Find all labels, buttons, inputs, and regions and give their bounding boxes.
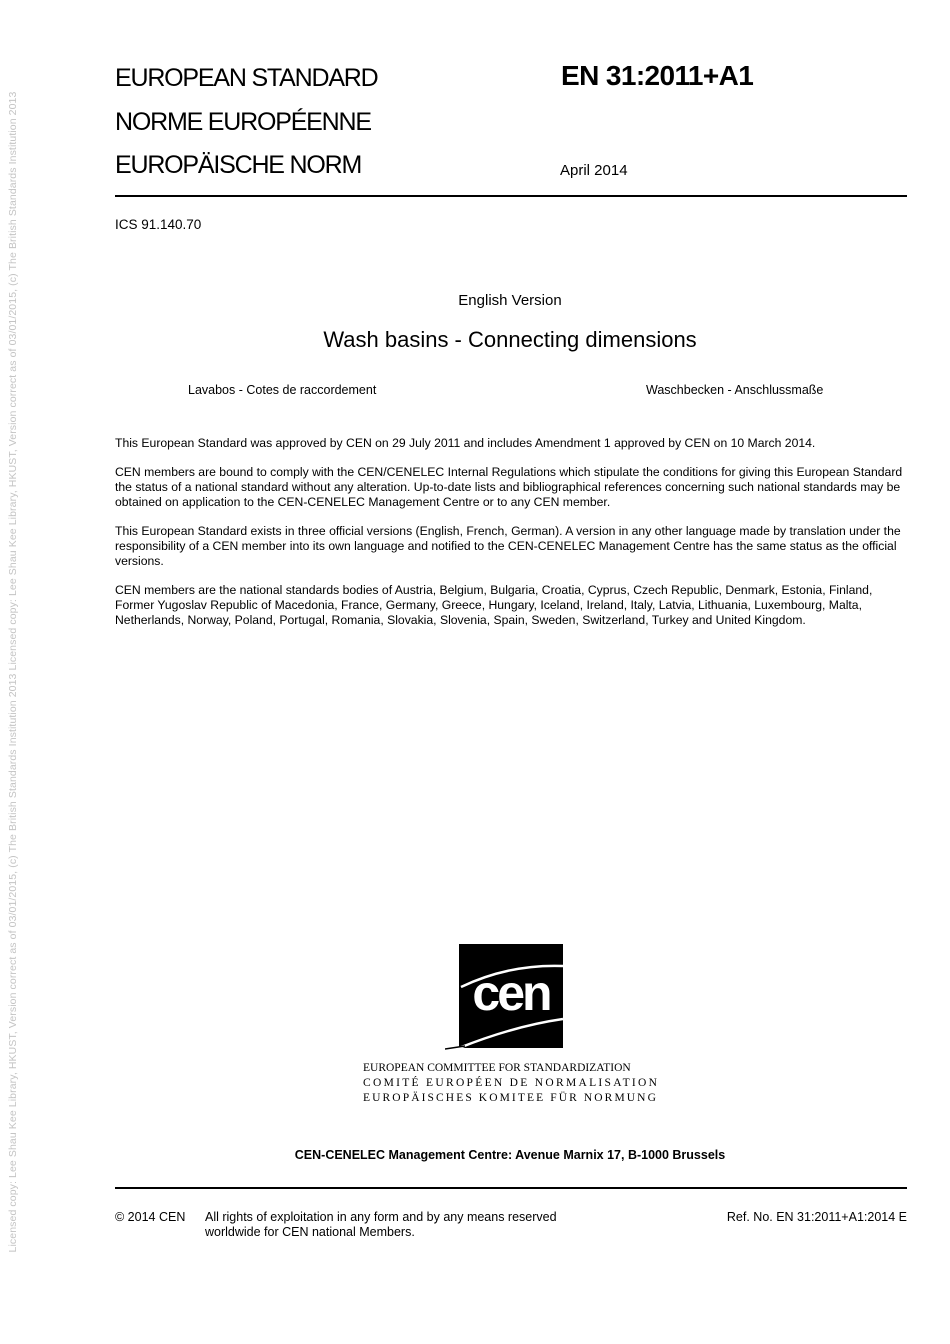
license-watermark: Licensed copy: Lee Shau Kee Library, HKUST, Version correct as of 03/01/2015, (c) The British Standards Institution 2013 Licensed copy: Lee Shau Kee Library, HKUST, Version correct as of 03/01/2015, (c) The British Standards Institution 2013: [7, 91, 19, 1253]
language-version: English Version: [458, 292, 562, 309]
versions-paragraph: This European Standard exists in three official versions (English, French, German). A version in any other language made by translation under the responsibility of a CEN member into its own language and notified to the CEN-CENELEC Management Centre has the same status as the official versions.: [115, 524, 901, 568]
committee-name-de: EUROPÄISCHES KOMITEE FÜR NORMUNG: [363, 1092, 658, 1104]
cen-logo-graphic: [459, 944, 563, 1048]
cen-logo-text: cen: [472, 965, 550, 1021]
title-french: NORME EUROPÉENNE: [115, 108, 371, 136]
title-english: EUROPEAN STANDARD: [115, 64, 378, 92]
approval-paragraph: This European Standard was approved by CEN on 29 July 2011 and includes Amendment 1 approved by CEN on 10 March 2014.: [115, 436, 816, 450]
rights-statement: [205, 1210, 557, 1240]
regulations-paragraph: CEN members are bound to comply with the CEN/CENELEC Internal Regulations which stipulate the conditions for giving this European Standard the status of a national standard without any alteration. Up-to-date lists and bibliographical references concerning such national standards may be obtained on application to the CEN-CENELEC Management Centre or to any CEN member.: [115, 465, 903, 509]
reference-number: Ref. No. EN 31:2011+A1:2014 E: [726, 1210, 907, 1224]
members-paragraph: CEN members are the national standards bodies of Austria, Belgium, Bulgaria, Croatia, Cyprus, Czech Republic, Denmark, Estonia, Finland, Former Yugoslav Republic of Macedonia, France, Germany, Greece, Hungary, Iceland, Ireland, Italy, Latvia, Lithuania, Luxembourg, Malta, Netherlands, Norway, Poland, Portugal, Romania, Slovakia, Slovenia, Spain, Sweden, Switzerland, Turkey and United Kingdom.: [115, 583, 873, 627]
committee-name-en: EUROPEAN COMMITTEE FOR STANDARDIZATION: [363, 1062, 631, 1074]
header-divider: [115, 195, 907, 197]
management-centre-address: CEN-CENELEC Management Centre: Avenue Marnix 17, B-1000 Brussels: [294, 1148, 726, 1162]
ics-code: ICS 91.140.70: [115, 217, 202, 232]
cen-logo: [459, 944, 563, 1048]
committee-name-fr: COMITÉ EUROPÉEN DE NORMALISATION: [363, 1077, 660, 1089]
footer-divider: [115, 1187, 907, 1189]
rights-line-1: All rights of exploitation in any form and by any means reserved: [205, 1210, 557, 1224]
document-title: Wash basins - Connecting dimensions: [323, 327, 697, 352]
copyright-notice: © 2014 CEN: [115, 1210, 186, 1224]
publication-date: April 2014: [560, 162, 628, 179]
title-fr-translation: Lavabos - Cotes de raccordement: [188, 383, 377, 397]
standard-number: EN 31:2011+A1: [561, 60, 754, 91]
logo-swoosh-tail: [445, 1046, 563, 1048]
rights-line-2: worldwide for CEN national Members.: [205, 1225, 415, 1239]
logo-swoosh-tail-graphic: [445, 1044, 563, 1050]
title-de-translation: Waschbecken - Anschlussmaße: [646, 383, 824, 397]
title-german: EUROPÄISCHE NORM: [115, 151, 362, 179]
